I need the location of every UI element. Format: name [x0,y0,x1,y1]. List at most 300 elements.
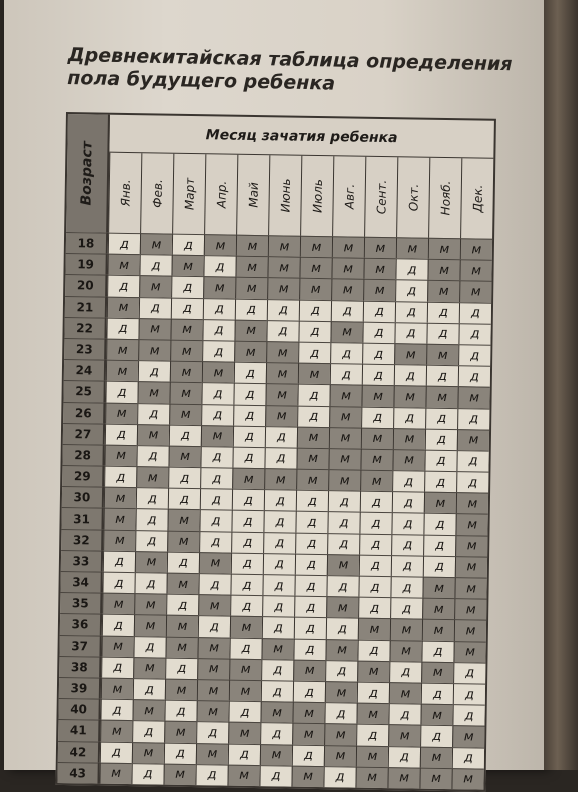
table-cell: м [427,280,459,302]
table-cell: д [266,320,298,342]
page-title: Древнекитайская таблица определения пола будущего ребенка [67,44,513,95]
table-cell: д [330,363,362,385]
table-cell: д [135,509,167,531]
table-cell: м [234,341,266,363]
table-cell: д [294,596,326,618]
table-cell: д [362,321,394,343]
table-cell: м [328,469,360,491]
table-cell: д [199,531,231,553]
table-cell: м [140,233,172,255]
table-cell: м [266,341,298,363]
table-cell: м [388,724,420,746]
table-cell: м [230,616,262,638]
table-cell: м [137,381,169,403]
table-cell: д [297,384,329,406]
month-header-cell [236,155,269,235]
table-cell: д [425,407,457,429]
table-cell: д [323,766,355,788]
table-cell: м [171,255,203,277]
table-cell: м [107,254,139,276]
age-cell: 26 [63,401,105,423]
table-cell: м [296,448,328,470]
table-cell: д [231,510,263,532]
table-cell: д [203,298,235,320]
table-cell: м [235,256,267,278]
table-cell: м [135,551,167,573]
table-cell: д [263,511,295,533]
table-cell: м [361,385,393,407]
table-cell: м [460,238,492,260]
table-cell: д [325,660,357,682]
month-label: Сент. [373,179,389,215]
table-cell: м [170,318,202,340]
table-cell: д [293,638,325,660]
table-cell: д [195,764,227,786]
table-cell: м [266,362,298,384]
table-cell: м [204,234,236,256]
table-cell: м [356,745,388,767]
table-cell: м [229,680,261,702]
table-cell: д [458,323,490,345]
table-cell: м [260,744,292,766]
book-page [4,0,544,787]
table-cell: д [395,301,427,323]
table-cell: м [324,723,356,745]
table-cell: м [300,236,332,258]
table-cell: д [136,487,168,509]
table-cell: д [395,258,427,280]
table-cell: м [169,403,201,425]
table-cell: д [298,320,330,342]
table-cell: м [101,678,133,700]
table-cell: д [264,447,296,469]
table-cell: д [228,701,260,723]
table-cell: д [427,301,459,323]
table-cell: м [103,529,135,551]
table-cell: д [200,446,232,468]
age-cell: 40 [58,698,100,720]
table-cell: м [457,386,489,408]
book-page-edge [544,0,578,770]
table-cell: д [331,300,363,322]
table-cell: м [364,237,396,259]
table-cell: д [359,512,391,534]
table-cell: м [106,339,138,361]
table-cell: д [167,551,199,573]
month-header-cell [460,158,493,238]
table-cell: м [363,279,395,301]
table-cell: д [132,720,164,742]
table-cell: д [328,490,360,512]
table-cell: д [395,280,427,302]
month-header-cell [172,154,205,234]
table-cell: д [232,447,264,469]
table-cell: м [138,318,170,340]
table-cell: д [391,534,423,556]
table-cell: д [388,746,420,768]
table-cell: д [390,597,422,619]
table-cell: д [423,513,455,535]
table-cell: д [203,255,235,277]
table-cell: м [235,277,267,299]
table-cell: м [198,594,230,616]
table-cell: м [457,429,489,451]
table-cell: м [298,363,330,385]
month-group-header: Месяц зачатия ребенка [109,115,494,159]
table-cell: м [328,448,360,470]
table-cell: д [171,297,203,319]
table-cell: м [326,596,358,618]
age-cell: 34 [60,571,102,593]
table-cell: м [139,276,171,298]
table-cell: д [164,700,196,722]
age-cell: 19 [65,253,107,275]
gender-table [55,112,496,792]
age-cell: 18 [66,232,108,254]
table-cell: д [234,362,266,384]
table-cell: д [200,488,232,510]
table-cell: д [424,471,456,493]
table-cell: д [133,678,165,700]
table-cell: д [421,683,453,705]
table-cell: м [292,723,324,745]
table-cell: м [136,466,168,488]
table-cell: д [131,763,163,785]
table-cell: д [102,614,134,636]
table-cell: д [359,533,391,555]
table-cell: д [389,661,421,683]
table-cell: д [228,743,260,765]
month-label: Июнь [277,178,293,213]
table-cell: м [265,383,297,405]
table-cell: д [424,450,456,472]
table-cell: м [419,767,451,789]
age-column-header-label: Возраст [78,141,96,206]
table-cell: д [106,317,138,339]
table-cell: м [232,468,264,490]
age-cell: 32 [61,529,103,551]
table-cell: м [236,235,268,257]
table-cell: м [389,640,421,662]
table-cell: д [394,322,426,344]
table-cell: д [421,640,453,662]
table-cell: м [234,319,266,341]
table-cell: м [196,743,228,765]
age-cell: 28 [62,444,104,466]
table-cell: д [262,574,294,596]
age-cell: 42 [58,740,100,762]
table-cell: д [133,636,165,658]
table-cell: м [132,742,164,764]
table-cell: м [164,721,196,743]
table-cell: м [134,615,166,637]
age-cell: 38 [59,656,101,678]
month-header-cell [300,156,333,236]
age-cell: 33 [61,550,103,572]
table-cell: м [299,257,331,279]
table-cell: м [107,296,139,318]
table-cell: м [291,765,323,787]
table-cell: д [164,742,196,764]
table-cell: м [100,720,132,742]
table-cell: д [100,741,132,763]
table-cell: м [163,763,195,785]
table-cell: д [358,597,390,619]
table-cell: д [232,489,264,511]
table-cell: м [360,470,392,492]
table-cell: м [356,703,388,725]
table-cell: м [296,469,328,491]
table-cell: м [421,661,453,683]
table-cell: м [264,468,296,490]
table-cell: д [362,364,394,386]
table-cell: м [392,449,424,471]
table-cell: д [230,595,262,617]
table-cell: д [229,637,261,659]
table-cell: д [233,383,265,405]
table-cell: д [292,744,324,766]
table-cell: д [297,405,329,427]
table-cell: м [420,746,452,768]
table-cell: м [267,278,299,300]
table-cell: м [166,573,198,595]
table-cell: д [393,407,425,429]
table-cell: м [330,321,362,343]
table-cell: д [196,721,228,743]
table-cell: м [228,722,260,744]
table-cell: д [326,575,358,597]
table-cell: д [296,490,328,512]
table-cell: м [199,552,231,574]
table-cell: м [424,492,456,514]
table-cell: д [262,595,294,617]
age-cell: 20 [65,274,107,296]
table-cell: м [103,508,135,530]
table-cell: д [136,445,168,467]
age-cell: 39 [59,677,101,699]
table-cell: д [294,575,326,597]
age-cell: 27 [63,423,105,445]
table-cell: м [268,235,300,257]
table-cell: м [426,344,458,366]
age-cell: 30 [62,486,104,508]
table-cell: м [325,681,357,703]
table-cell: д [261,680,293,702]
table-cell: д [453,683,485,705]
table-cell: д [201,382,233,404]
table-cell: д [457,408,489,430]
table-cell: м [451,768,483,790]
month-label: Фев. [150,179,165,208]
table-cell: м [393,385,425,407]
table-cell: м [292,702,324,724]
table-cell: м [265,405,297,427]
month-header-cell [428,158,461,238]
table-cell: д [330,342,362,364]
table-cell: д [198,616,230,638]
table-cell: м [133,657,165,679]
table-cell: м [132,699,164,721]
age-cell: 25 [63,380,105,402]
table-cell: д [359,554,391,576]
table-cell: д [231,531,263,553]
age-cell: 43 [57,762,99,784]
table-cell: д [294,617,326,639]
table-cell: д [233,404,265,426]
age-cell: 29 [62,465,104,487]
table-cell: д [260,722,292,744]
table-cell: д [262,617,294,639]
table-cell: м [329,427,361,449]
table-cell: м [389,682,421,704]
table-cell: м [454,598,486,620]
age-cell: 31 [61,507,103,529]
table-cell: д [138,360,170,382]
table-cell: м [197,658,229,680]
table-cell: м [393,428,425,450]
table-cell: д [202,340,234,362]
table-cell: м [355,766,387,788]
table-cell: м [459,259,491,281]
table-cell: д [452,704,484,726]
table-cell: д [361,406,393,428]
table-cell: д [425,428,457,450]
table-cell: д [135,530,167,552]
table-cell: д [358,576,390,598]
table-cell: д [363,300,395,322]
table-cell: м [134,593,166,615]
table-cell: д [168,488,200,510]
table-cell: д [459,302,491,324]
table-grid [55,112,496,792]
table-cell: д [327,512,359,534]
table-cell: д [357,682,389,704]
table-cell: д [201,404,233,426]
table-cell: д [139,297,171,319]
table-cell: м [455,514,487,536]
table-cell: д [458,365,490,387]
table-cell: м [332,236,364,258]
table-cell: м [454,620,486,642]
table-cell: м [427,259,459,281]
table-cell: д [423,534,455,556]
age-cell: 22 [64,317,106,339]
table-cell: д [202,319,234,341]
table-cell: м [102,593,134,615]
table-cell: м [165,636,197,658]
month-label: Янв. [118,179,133,207]
table-cell: м [453,641,485,663]
table-cell: м [197,637,229,659]
table-cell: м [455,556,487,578]
table-cell: д [420,725,452,747]
table-cell: д [261,659,293,681]
table-cell: д [105,381,137,403]
table-cell: д [456,450,488,472]
table-cell: м [456,492,488,514]
table-cell: д [200,467,232,489]
table-cell: д [105,423,137,445]
table-cell: д [327,533,359,555]
table-cell: д [391,555,423,577]
table-cell: д [390,576,422,598]
table-cell: м [422,619,454,641]
table-cell: д [423,555,455,577]
table-cell: м [227,764,259,786]
table-cell: м [459,281,491,303]
table-cell: м [138,339,170,361]
month-label: Нояб. [437,180,453,216]
table-cell: д [230,574,262,596]
month-label: Апр. [214,180,229,209]
table-cell: м [170,340,202,362]
table-cell: д [324,702,356,724]
table-cell: д [456,471,488,493]
month-label: Июль [309,178,325,213]
table-cell: д [326,618,358,640]
table-cell: м [390,619,422,641]
table-cell: д [134,572,166,594]
table-cell: м [331,257,363,279]
table-cell: м [261,638,293,660]
month-label: Окт. [405,183,421,212]
table-cell: д [169,424,201,446]
table-cell: м [196,700,228,722]
table-cell: д [295,553,327,575]
age-cell: 21 [65,296,107,318]
table-cell: д [233,425,265,447]
table-cell: д [166,594,198,616]
table-cell: м [358,618,390,640]
age-cell: 35 [60,592,102,614]
table-cell: м [267,256,299,278]
table-cell: д [357,639,389,661]
month-label: Авг. [342,183,357,210]
table-cell: д [263,532,295,554]
table-cell: м [104,487,136,509]
table-cell: д [391,513,423,535]
table-cell: д [298,342,330,364]
table-cell: д [108,233,140,255]
table-cell: м [331,279,363,301]
table-cell: д [139,254,171,276]
table-cell: м [105,402,137,424]
table-cell: м [363,258,395,280]
table-cell: м [101,635,133,657]
table-cell: д [103,550,135,572]
table-cell: м [394,343,426,365]
table-cell: м [329,384,361,406]
table-cell: м [455,535,487,557]
table-cell: м [428,238,460,260]
table-cell: м [166,615,198,637]
table-cell: м [357,660,389,682]
table-cell: д [295,511,327,533]
table-cell: д [231,552,263,574]
table-cell: д [360,491,392,513]
table-cell: д [265,426,297,448]
table-cell: д [388,703,420,725]
table-cell: д [198,573,230,595]
table-cell: д [295,532,327,554]
table-cell: д [362,343,394,365]
table-cell: д [264,489,296,511]
table-cell: м [452,725,484,747]
table-cell: м [229,658,261,680]
table-cell: м [329,406,361,428]
table-cell: д [137,403,169,425]
table-cell: д [426,365,458,387]
